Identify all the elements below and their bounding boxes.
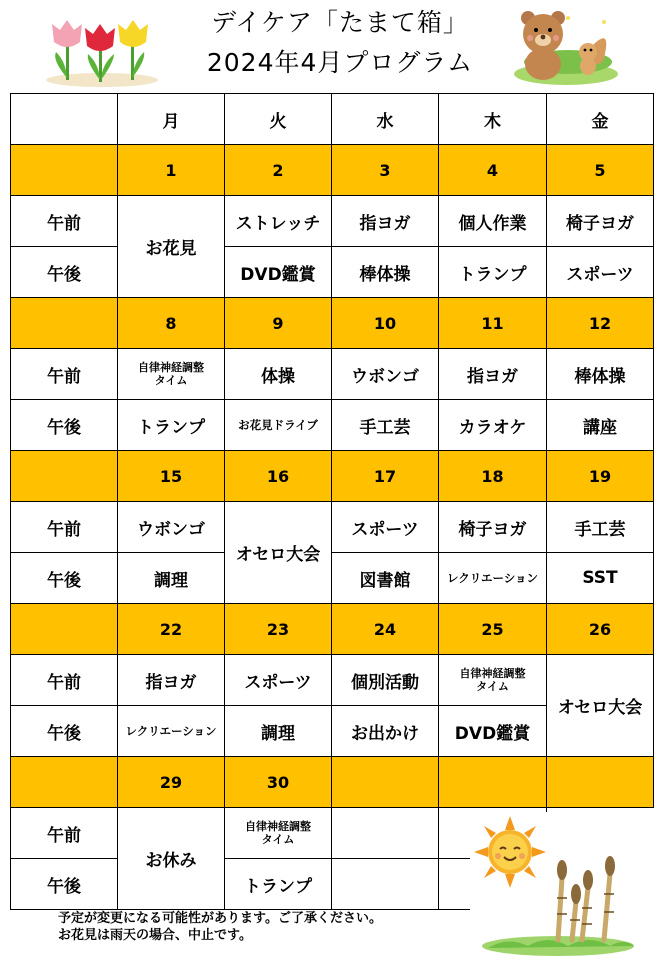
tulip-icon [42, 10, 162, 88]
date-cell [439, 757, 547, 808]
date-cell: 17 [332, 451, 439, 502]
weekday-header: 火 [225, 94, 332, 145]
am-row [11, 655, 654, 706]
weekday-header: 月 [118, 94, 225, 145]
activity-cell: オセロ大会 [547, 655, 654, 757]
activity-cell: スポーツ [225, 655, 332, 706]
date-cell: 3 [332, 145, 439, 196]
activity-cell: 体操 [225, 349, 332, 400]
date-cell: 5 [547, 145, 654, 196]
activity-cell: 調理 [225, 706, 332, 757]
activity-cell: DVD鑑賞 [225, 247, 332, 298]
date-cell: 8 [118, 298, 225, 349]
activity-cell: 個別活動 [332, 655, 439, 706]
activity-cell: トランプ [118, 400, 225, 451]
pm-label: 午後 [11, 400, 118, 451]
activity-cell: 棒体操 [332, 247, 439, 298]
bear-squirrel-icon [508, 6, 620, 86]
am-label: 午前 [11, 502, 118, 553]
activity-cell [332, 859, 439, 910]
activity-cell: 手工芸 [332, 400, 439, 451]
activity-cell: 椅子ヨガ [439, 502, 547, 553]
date-row-label [11, 145, 118, 196]
activity-cell: 指ヨガ [332, 196, 439, 247]
activity-cell: 自律神経調整 タイム [118, 349, 225, 400]
date-cell: 22 [118, 604, 225, 655]
activity-cell: お花見 [118, 196, 225, 298]
title-line-1: デイケア「たまて箱」 [211, 8, 469, 37]
date-cell: 10 [332, 298, 439, 349]
note-line: お花見は雨天の場合、中止です。 [58, 928, 252, 943]
am-label: 午前 [11, 196, 118, 247]
date-cell: 29 [118, 757, 225, 808]
pm-label: 午後 [11, 553, 118, 604]
weekday-header: 木 [439, 94, 547, 145]
date-row-label [11, 757, 118, 808]
activity-cell: 自律神経調整 タイム [439, 655, 547, 706]
activity-cell [332, 808, 439, 859]
activity-cell: オセロ大会 [225, 502, 332, 604]
date-cell: 4 [439, 145, 547, 196]
activity-cell: 手工芸 [547, 502, 654, 553]
schedule-table [10, 93, 654, 910]
am-label: 午前 [11, 655, 118, 706]
notes [58, 910, 382, 944]
title-line-2: 2024年4月プログラム [206, 48, 474, 77]
activity-cell: 調理 [118, 553, 225, 604]
pm-row [11, 400, 654, 451]
date-cell: 16 [225, 451, 332, 502]
date-row [11, 757, 654, 808]
activity-cell: レクリエーション [118, 706, 225, 757]
activity-cell: トランプ [225, 859, 332, 910]
activity-cell: 椅子ヨガ [547, 196, 654, 247]
date-row-label [11, 604, 118, 655]
weekday-header: 金 [547, 94, 654, 145]
date-row-label [11, 451, 118, 502]
activity-cell: トランプ [439, 247, 547, 298]
activity-cell: 図書館 [332, 553, 439, 604]
pm-label: 午後 [11, 706, 118, 757]
activity-cell: ウボンゴ [332, 349, 439, 400]
date-cell: 23 [225, 604, 332, 655]
activity-cell: お休み [118, 808, 225, 910]
corner-cell [11, 94, 118, 145]
date-row-label [11, 298, 118, 349]
pm-label: 午後 [11, 859, 118, 910]
horsetail-icon [478, 852, 638, 958]
am-label: 午前 [11, 349, 118, 400]
date-cell: 18 [439, 451, 547, 502]
activity-cell: 自律神経調整 タイム [225, 808, 332, 859]
am-row [11, 196, 654, 247]
activity-cell: DVD鑑賞 [439, 706, 547, 757]
activity-cell: お花見ドライブ [225, 400, 332, 451]
activity-cell: 指ヨガ [118, 655, 225, 706]
activity-cell: スポーツ [332, 502, 439, 553]
activity-cell: ウボンゴ [118, 502, 225, 553]
activity-cell: レクリエーション [439, 553, 547, 604]
activity-cell: 個人作業 [439, 196, 547, 247]
activity-cell: お出かけ [332, 706, 439, 757]
weekday-header: 水 [332, 94, 439, 145]
pm-row [11, 247, 654, 298]
weekday-header-row [11, 94, 654, 145]
date-cell: 1 [118, 145, 225, 196]
activity-cell: カラオケ [439, 400, 547, 451]
date-cell [547, 757, 654, 808]
pm-row [11, 553, 654, 604]
am-row [11, 502, 654, 553]
date-cell: 11 [439, 298, 547, 349]
date-cell: 2 [225, 145, 332, 196]
date-row [11, 604, 654, 655]
activity-cell: 講座 [547, 400, 654, 451]
note-line: 予定が変更になる可能性があります。ご了承ください。 [58, 911, 382, 926]
date-cell: 9 [225, 298, 332, 349]
activity-cell: 指ヨガ [439, 349, 547, 400]
activity-cell: ストレッチ [225, 196, 332, 247]
date-cell [332, 757, 439, 808]
date-cell: 12 [547, 298, 654, 349]
activity-cell: 棒体操 [547, 349, 654, 400]
date-cell: 25 [439, 604, 547, 655]
activity-cell: スポーツ [547, 247, 654, 298]
pm-label: 午後 [11, 247, 118, 298]
date-row [11, 298, 654, 349]
am-row [11, 349, 654, 400]
date-cell: 19 [547, 451, 654, 502]
date-cell: 15 [118, 451, 225, 502]
date-row [11, 145, 654, 196]
date-cell: 26 [547, 604, 654, 655]
date-cell: 24 [332, 604, 439, 655]
date-row [11, 451, 654, 502]
am-label: 午前 [11, 808, 118, 859]
date-cell: 30 [225, 757, 332, 808]
activity-cell: SST [547, 553, 654, 604]
